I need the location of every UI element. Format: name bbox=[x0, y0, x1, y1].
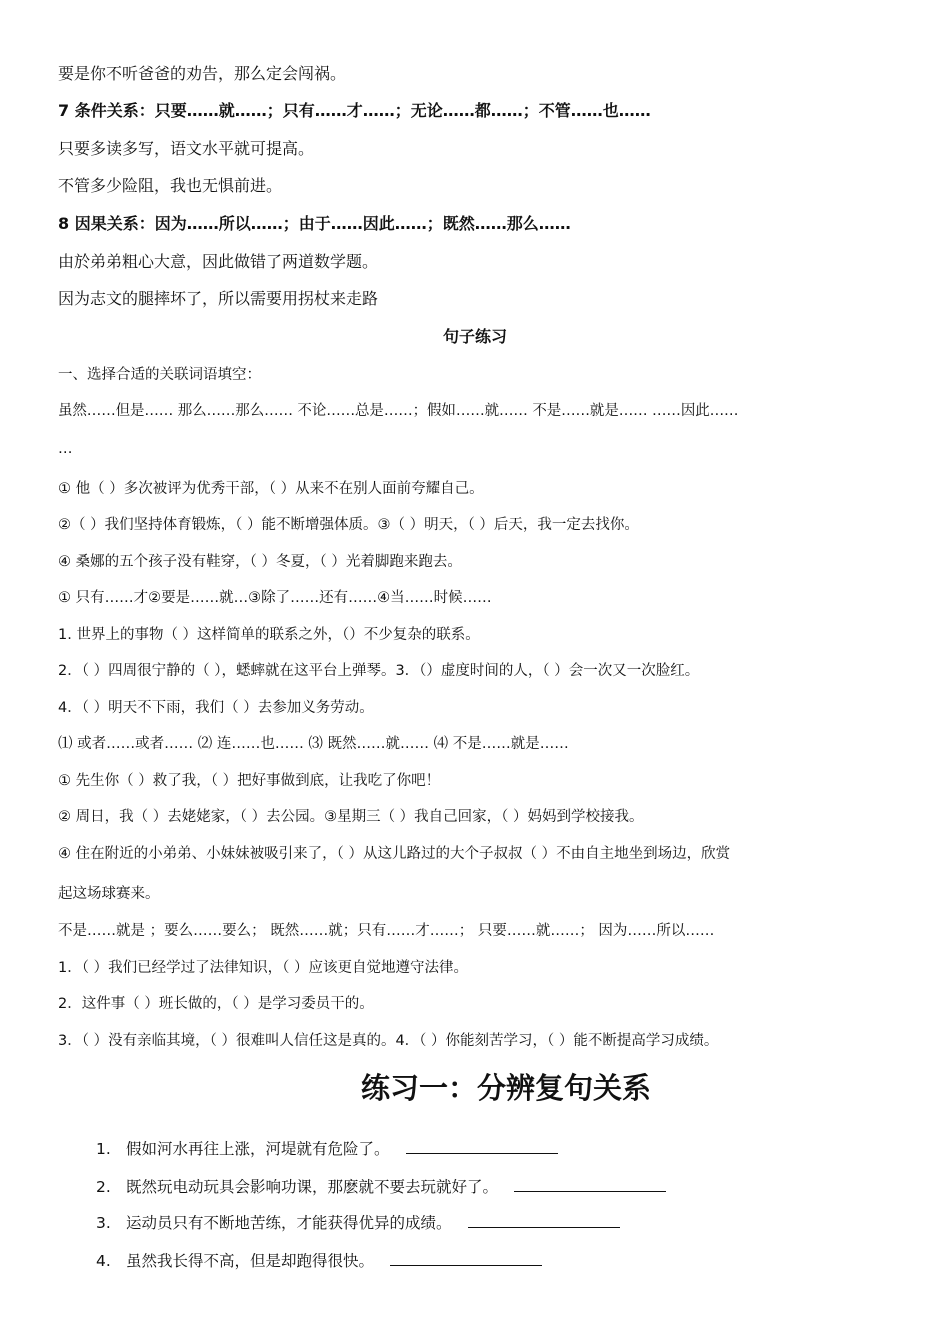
exercise-item bbox=[96, 1176, 666, 1198]
answer-blank[interactable] bbox=[514, 1177, 666, 1192]
exercise-item-text: 假如河水再往上涨，河堤就有危险了。 bbox=[126, 1140, 390, 1158]
sentence-item: ②（ ）我们坚持体育锻炼，（ ）能不断增强体质。③（ ）明天，（ ）后天，我一定去找你。 bbox=[58, 517, 639, 533]
connective-options-continued: … bbox=[58, 441, 73, 457]
sentence-item-continued: 起这场球赛来。 bbox=[58, 886, 160, 902]
sentence-item: ④ 桑娜的五个孩子没有鞋穿，（ ）冬夏，（ ）光着脚跑来跑去。 bbox=[58, 554, 462, 570]
question-heading: 一、选择合适的关联词语填空： bbox=[58, 367, 261, 383]
causal-relation-heading: 8 因果关系：因为……所以……；由于……因此……；既然……那么…… bbox=[58, 214, 571, 233]
connective-options: 不是……就是 ；要么……要么； 既然……就；只有……才……； 只要……就……； 因为……所以…… bbox=[58, 923, 715, 939]
exercise-title: 练习一：分辨复句关系 bbox=[360, 1071, 651, 1105]
exercise-item-text: 既然玩电动玩具会影响功课，那麽就不要去玩就好了。 bbox=[126, 1178, 499, 1196]
conditional-relation-heading: 7 条件关系：只要……就……；只有……才……；无论……都……；不管……也…… bbox=[58, 101, 651, 120]
sentence-item: 2．（ ）四周很宁静的（ ），蟋蟀就在这平台上弹琴。3．（）虚度时间的人，（ ）会一次又一次脸红。 bbox=[58, 663, 700, 679]
sentence-item: 4．（ ）明天不下雨，我们（ ）去参加义务劳动。 bbox=[58, 700, 374, 716]
text-line: 由於弟弟粗心大意，因此做错了两道数学题。 bbox=[58, 252, 379, 271]
sentence-item: 1. 世界上的事物（ ）这样简单的联系之外，（）不少复杂的联系。 bbox=[58, 627, 480, 643]
connective-options: 虽然……但是…… 那么……那么…… 不论……总是……；假如……就…… 不是……就是…… ……因此…… bbox=[58, 403, 739, 419]
section-title: 句子练习 bbox=[442, 327, 507, 346]
answer-blank[interactable] bbox=[406, 1139, 558, 1154]
sentence-item: ① 先生你（ ）救了我，（ ）把好事做到底，让我吃了你吧！ bbox=[58, 773, 441, 789]
exercise-item-text: 虽然我长得不高，但是却跑得很快。 bbox=[126, 1252, 375, 1270]
text-line: 因为志文的腿摔坏了，所以需要用拐杖来走路 bbox=[58, 289, 379, 308]
sentence-item: 1．（ ）我们已经学过了法律知识，（ ）应该更自觉地遵守法律。 bbox=[58, 960, 468, 976]
sentence-item: 3．（ ）没有亲临其境，（ ）很难叫人信任这是真的。4．（ ）你能刻苦学习，（ ）能不断提高学习成绩。 bbox=[58, 1033, 719, 1049]
exercise-item-number: 2. bbox=[96, 1178, 111, 1196]
answer-blank[interactable] bbox=[390, 1251, 542, 1266]
exercise-item bbox=[96, 1212, 620, 1234]
text-line: 不管多少险阻，我也无惧前进。 bbox=[58, 176, 283, 195]
sentence-item: ② 周日，我（ ）去姥姥家，（ ）去公园。③星期三（ ）我自己回家，（ ）妈妈到学校接我。 bbox=[58, 809, 644, 825]
exercise-item-number: 3. bbox=[96, 1214, 111, 1232]
exercise-item-number: 4. bbox=[96, 1252, 111, 1270]
sentence-item: ① 他（ ）多次被评为优秀干部，（ ）从来不在别人面前夸耀自己。 bbox=[58, 481, 484, 497]
sentence-item: 2．这件事（ ）班长做的，（ ）是学习委员干的。 bbox=[58, 996, 374, 1012]
text-line: 要是你不听爸爸的劝告，那么定会闯祸。 bbox=[58, 64, 347, 83]
exercise-item-text: 运动员只有不断地苦练，才能获得优异的成绩。 bbox=[126, 1214, 452, 1232]
connective-options: ⑴ 或者……或者…… ⑵ 连……也…… ⑶ 既然……就…… ⑷ 不是……就是…… bbox=[58, 736, 569, 752]
exercise-item bbox=[96, 1250, 542, 1272]
text-line: 只要多读多写，语文水平就可提高。 bbox=[58, 139, 315, 158]
connective-options: ① 只有……才②要是……就…③除了……还有……④当……时候…… bbox=[58, 590, 492, 606]
sentence-item: ④ 住在附近的小弟弟、小妹妹被吸引来了，（ ）从这儿路过的大个子叔叔（ ）不由自主地坐到场边，欣赏 bbox=[58, 846, 731, 862]
exercise-item-number: 1. bbox=[96, 1140, 111, 1158]
exercise-item bbox=[96, 1138, 558, 1160]
answer-blank[interactable] bbox=[468, 1213, 620, 1228]
